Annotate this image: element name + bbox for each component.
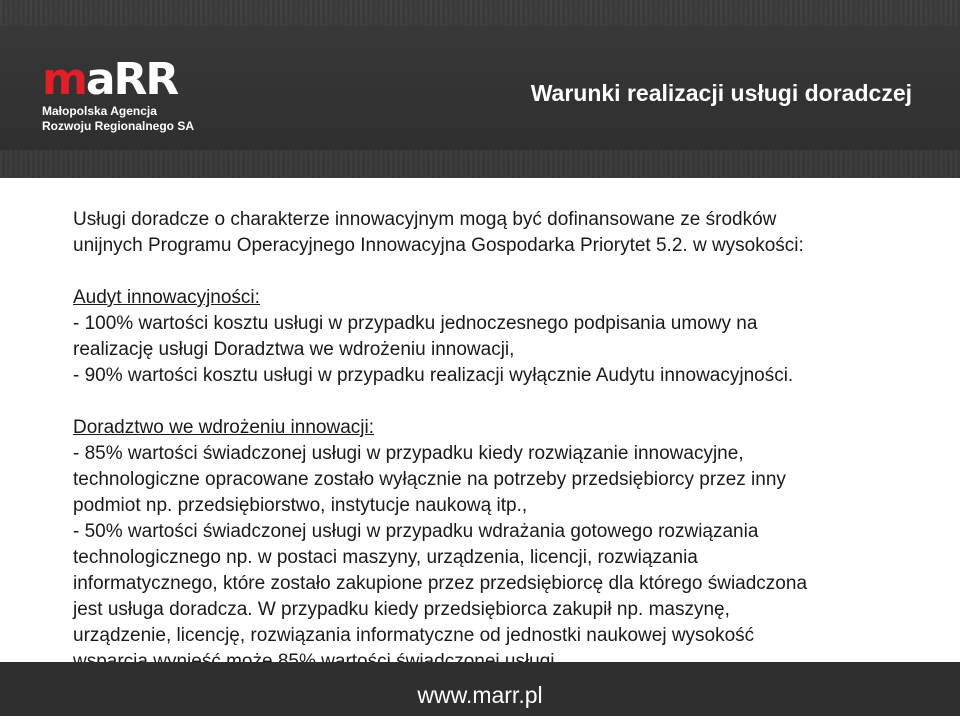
section-consulting xyxy=(73,415,933,675)
section-audit-line: realizację usługi Doradztwa we wdrożeniu innowacji, xyxy=(73,339,515,360)
slide-title: Warunki realizacji usługi doradczej xyxy=(530,80,912,106)
section-consulting-line: technologiczne opracowane zostało wyłącznie na potrzeby przedsiębiorcy przez inny xyxy=(73,469,786,490)
intro-line: Usługi doradcze o charakterze innowacyjnym mogą być dofinansowane ze środków xyxy=(73,209,777,230)
section-consulting-line: podmiot np. przedsiębiorstwo, instytucje naukową itp., xyxy=(73,495,528,516)
logo-letter-m: m xyxy=(42,54,86,105)
slide-body xyxy=(73,207,933,675)
footer-url-link[interactable]: www.marr.pl xyxy=(417,682,543,708)
header-stripe-top xyxy=(0,0,960,26)
logo-wordmark xyxy=(42,54,192,105)
marr-logo xyxy=(42,54,194,134)
section-consulting-line: jest usługa doradcza. W przypadku kiedy przedsiębiorca zakupił np. maszynę, xyxy=(73,599,730,620)
section-consulting-line: technologicznego np. w postaci maszyny, urządzenia, licencji, rozwiązania xyxy=(73,547,698,568)
section-audit-heading: Audyt innowacyjności: xyxy=(73,287,260,308)
logo-subtitle-line1: Małopolska Agencja xyxy=(42,104,157,118)
slide-header xyxy=(0,0,960,178)
section-consulting-heading: Doradztwo we wdrożeniu innowacji: xyxy=(73,417,374,438)
logo-subtitle xyxy=(42,104,192,134)
section-audit-line: - 90% wartości kosztu usługi w przypadku realizacji wyłącznie Audytu innowacyjności. xyxy=(73,365,794,386)
intro-line: unijnych Programu Operacyjnego Innowacyjna Gospodarka Priorytet 5.2. w wysokości: xyxy=(73,235,804,256)
section-consulting-line: - 85% wartości świadczonej usługi w przypadku kiedy rozwiązanie innowacyjne, xyxy=(73,443,744,464)
logo-subtitle-line2: Rozwoju Regionalnego SA xyxy=(42,119,194,133)
section-consulting-line: - 50% wartości świadczonej usługi w przypadku wdrażania gotowego rozwiązania xyxy=(73,521,759,542)
header-stripe-bottom xyxy=(0,150,960,178)
section-audit-line: - 100% wartości kosztu usługi w przypadku jednoczesnego podpisania umowy na xyxy=(73,313,758,334)
slide-footer xyxy=(0,662,960,716)
intro-paragraph xyxy=(73,207,933,259)
section-consulting-line: urządzenie, licencję, rozwiązania informatyczne od jednostki naukowej wysokość xyxy=(73,625,755,646)
section-audit xyxy=(73,285,933,389)
section-consulting-line: informatycznego, które zostało zakupione przez przedsiębiorcę dla którego świadczona xyxy=(73,573,808,594)
logo-letters-arr: aRR xyxy=(85,54,178,105)
